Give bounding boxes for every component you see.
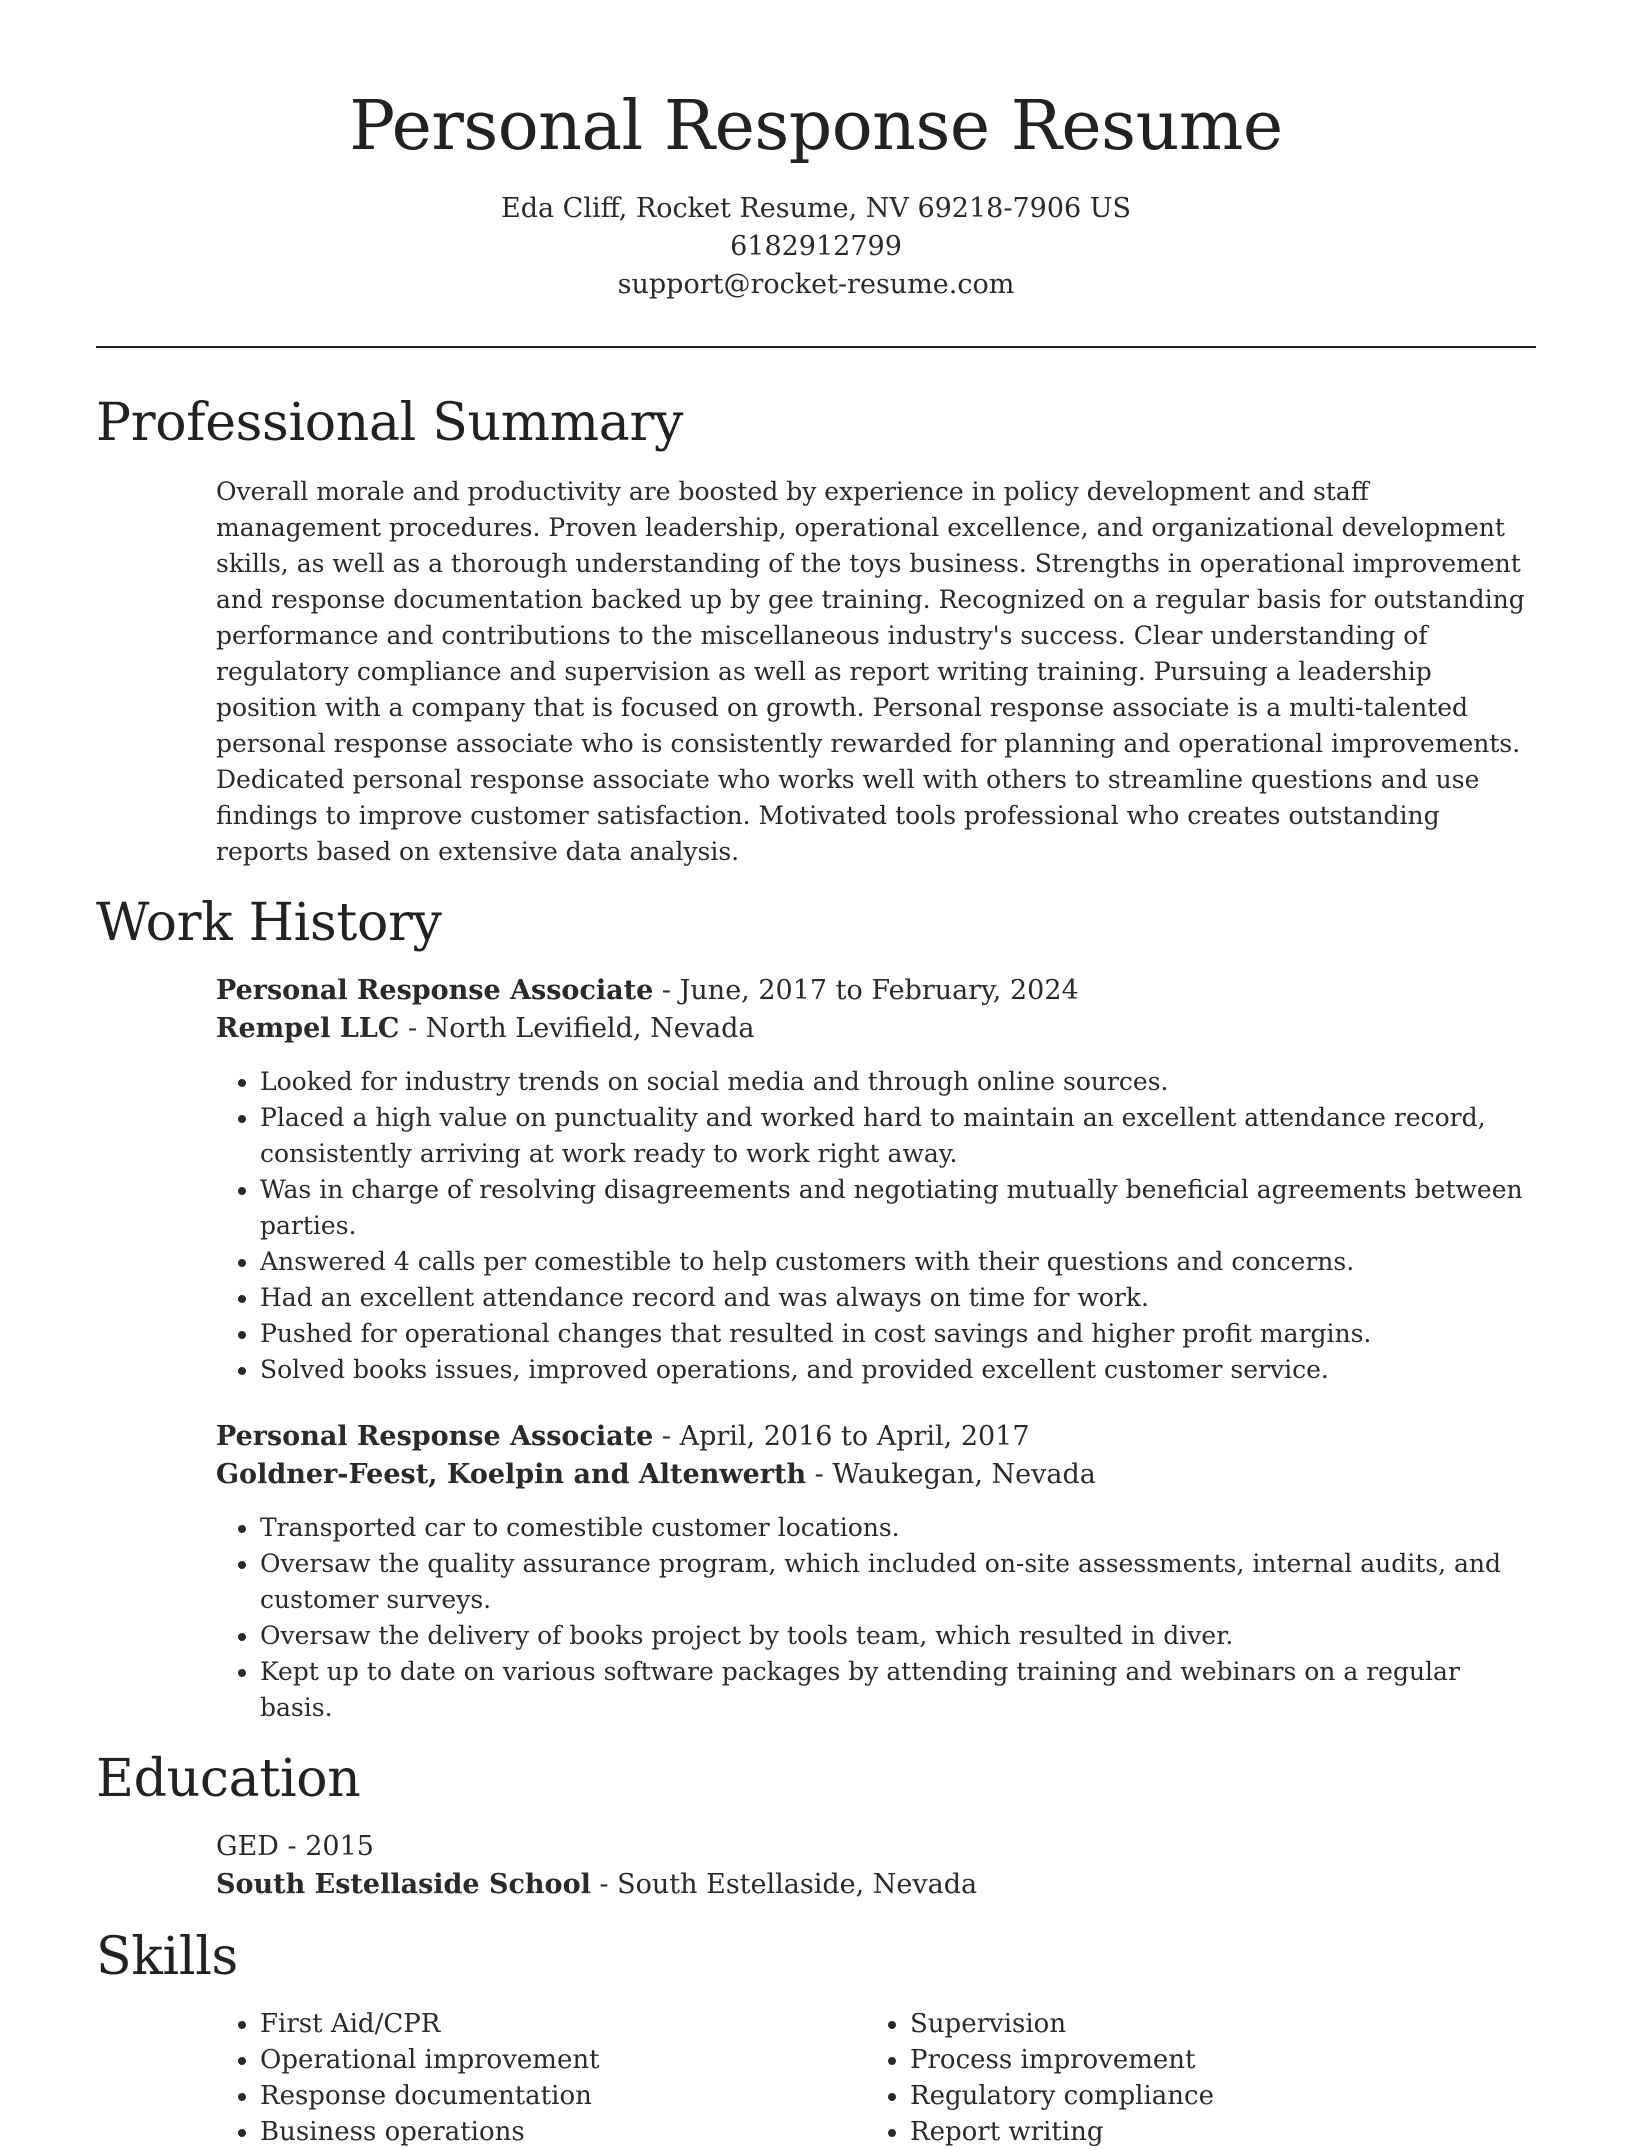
resume-title: Personal Response Resume (349, 87, 1283, 166)
job-title: Personal Response Associate (216, 975, 654, 1006)
job-bullet: • Oversaw the quality assurance program, which included on-site assessments, internal audits, and customer surveys. (260, 1546, 1536, 1618)
skill-item: • Process improvement (910, 2042, 1516, 2078)
education-degree-line (216, 1828, 1536, 1866)
skill-item: • Business operations (260, 2114, 866, 2150)
job-location: Waukegan, Nevada (832, 1459, 1096, 1490)
skill-item: • First Aid/CPR (260, 2006, 866, 2042)
education-year: 2015 (305, 1831, 374, 1862)
job-company-line (216, 1010, 1536, 1048)
contact-email: support@rocket-resume.com (617, 269, 1015, 300)
job-company: Goldner-Feest, Koelpin and Altenwerth (216, 1459, 807, 1490)
job-bullets (216, 1064, 1536, 1388)
skill-item: • Regulatory compliance (910, 2078, 1516, 2114)
job-bullet: • Pushed for operational changes that resulted in cost savings and higher profit margins. (260, 1316, 1536, 1352)
job-bullet: • Placed a high value on punctuality and worked hard to maintain an excellent attendance record, consistently arriving at work ready to work right away. (260, 1100, 1536, 1172)
header-divider (96, 346, 1536, 348)
separator: - (806, 1459, 833, 1490)
contact-address: Eda Cliff, Rocket Resume, NV 69218-7906 US (500, 193, 1132, 224)
education-location: South Estellaside, Nevada (617, 1869, 978, 1900)
job-dates: April, 2016 to April, 2017 (679, 1421, 1030, 1452)
work-history-heading: Work History (96, 893, 442, 953)
job-bullets (216, 1510, 1536, 1726)
contact-block (96, 190, 1536, 304)
job-dates: June, 2017 to February, 2024 (679, 975, 1079, 1006)
separator: - (653, 1421, 680, 1452)
summary-heading: Professional Summary (96, 393, 684, 453)
summary-text: Overall morale and productivity are boosted by experience in policy development and staff management procedures. Proven leadership, operational excellence, and organizational development skills, as well as a thorough understanding of the toys business. Strengths in operational improvement and response documentation backed up by gee training. Recognized on a regular basis for outstanding performance and contributions to the miscellaneous industry's success. Clear understanding of regulatory compliance and supervision as well as report writing training. Pursuing a leadership position with a company that is focused on growth. Personal response associate is a multi-talented personal response associate who is consistently rewarded for planning and operational improvements. Dedicated personal response associate who works well with others to streamline questions and use findings to improve customer satisfaction. Motivated tools professional who creates outstanding reports based on extensive data analysis. (216, 477, 1525, 866)
job-company-line (216, 1456, 1536, 1494)
job-bullet: • Answered 4 calls per comestible to help customers with their questions and concerns. (260, 1244, 1536, 1280)
skills-heading: Skills (96, 1927, 238, 1987)
job-bullet: • Kept up to date on various software packages by attending training and webinars on a regular basis. (260, 1654, 1536, 1726)
education-entry (216, 1828, 1536, 1904)
separator: - (278, 1831, 306, 1862)
resume-page (96, 0, 1536, 2150)
skill-item: • Response documentation (260, 2078, 866, 2114)
skill-item: • Operational improvement (260, 2042, 866, 2078)
skill-item: • Report writing (910, 2114, 1516, 2150)
skills-column-right (866, 2006, 1516, 2150)
education-heading: Education (96, 1749, 361, 1809)
job-title-line (216, 1418, 1536, 1456)
skills-list (216, 2006, 1536, 2150)
job-title: Personal Response Associate (216, 1421, 654, 1452)
job-location: North Levifield, Nevada (425, 1013, 755, 1044)
job-entry (216, 1418, 1536, 1726)
job-bullet: • Had an excellent attendance record and was always on time for work. (260, 1280, 1536, 1316)
job-bullet: • Was in charge of resolving disagreements and negotiating mutually beneficial agreements between parties. (260, 1172, 1536, 1244)
separator: - (399, 1013, 426, 1044)
job-bullet: • Solved books issues, improved operations, and provided excellent customer service. (260, 1352, 1536, 1388)
skill-item: • Supervision (910, 2006, 1516, 2042)
job-bullet: • Looked for industry trends on social media and through online sources. (260, 1064, 1536, 1100)
separator: - (653, 975, 680, 1006)
skills-column-left (216, 2006, 866, 2150)
job-bullet: • Oversaw the delivery of books project by tools team, which resulted in diver. (260, 1618, 1536, 1654)
education-degree: GED (216, 1831, 279, 1862)
separator: - (590, 1869, 618, 1900)
education-school: South Estellaside School (216, 1869, 591, 1900)
job-entry (216, 972, 1536, 1388)
job-company: Rempel LLC (216, 1013, 400, 1044)
contact-phone: 6182912799 (730, 231, 902, 262)
education-school-line (216, 1866, 1536, 1904)
job-title-line (216, 972, 1536, 1010)
job-bullet: • Transported car to comestible customer locations. (260, 1510, 1536, 1546)
